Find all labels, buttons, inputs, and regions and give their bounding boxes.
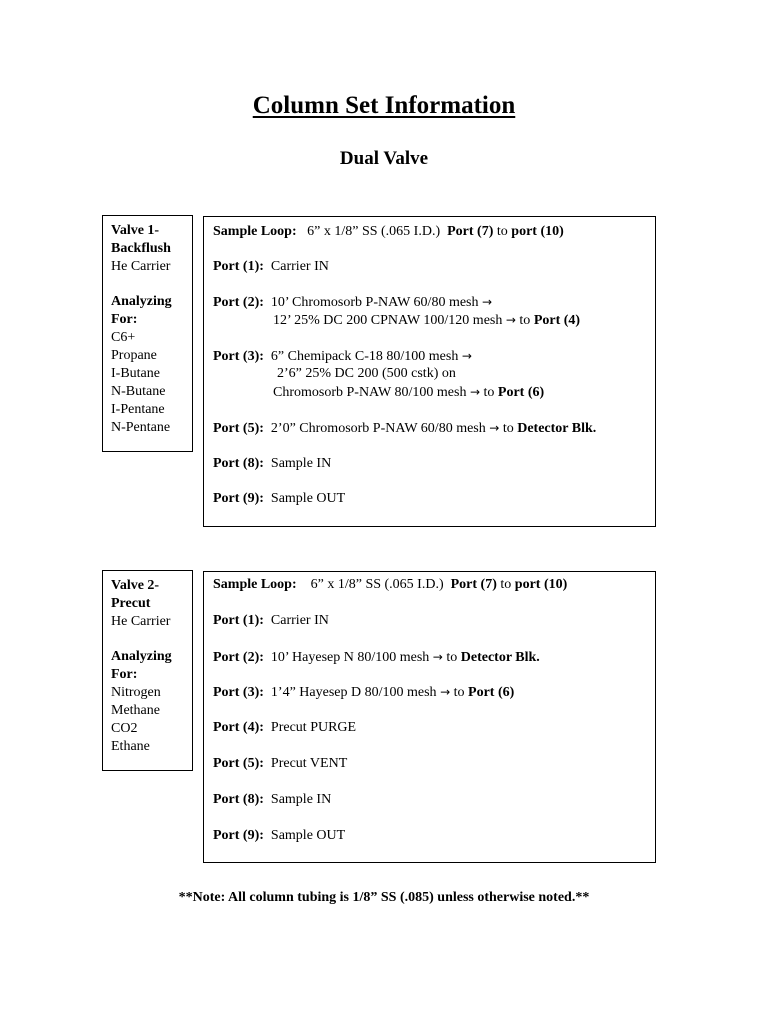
valve2-name-line1: Valve 2- [111, 578, 160, 593]
valve1-port3-to: to [483, 385, 495, 400]
valve1-port1-label: Port (1): [213, 259, 264, 274]
valve1-component: I-Butane [111, 366, 160, 381]
arrow-right-icon: → [469, 385, 481, 399]
valve2-component: Ethane [111, 739, 150, 754]
valve2-port3-to: to [453, 685, 465, 700]
valve2-sample-loop-port-a: Port (7) [450, 577, 497, 592]
valve2-port4-row [213, 719, 356, 737]
valve1-port9-row [213, 490, 345, 508]
valve2-port1-row [213, 612, 329, 630]
valve1-port3-row3 [273, 383, 544, 402]
arrow-right-icon: → [482, 295, 493, 309]
valve1-port3-line2: 2’6” 25% DC 200 (500 cstk) on [277, 366, 456, 381]
valve2-port3-row [213, 683, 514, 702]
valve1-ports-box [203, 216, 656, 527]
valve1-port5-label: Port (5): [213, 421, 264, 436]
page-title: Column Set Information [252, 92, 516, 119]
valve1-sample-loop-port-a: Port (7) [447, 224, 494, 239]
valve1-port5-row [213, 419, 596, 438]
valve1-port3-row2 [277, 365, 456, 383]
valve1-port3-label: Port (3): [213, 349, 264, 364]
valve1-component: Propane [111, 348, 157, 363]
valve1-port5-value: 2’0” Chromosorb P-NAW 60/80 mesh [270, 421, 486, 436]
valve2-analyzing-label1: Analyzing [111, 649, 172, 664]
valve2-sample-loop-label: Sample Loop: [213, 577, 297, 592]
valve2-ports-box [203, 571, 656, 863]
valve2-component: CO2 [111, 721, 138, 736]
valve2-port4-value: Precut PURGE [270, 720, 357, 735]
valve2-sample-loop-value: 6” x 1/8” SS (.065 I.D.) [310, 577, 444, 592]
arrow-right-icon: → [432, 650, 443, 664]
valve2-port9-row [213, 827, 345, 845]
valve2-analyzing-label2: For: [111, 667, 138, 682]
valve2-port4-label: Port (4): [213, 720, 264, 735]
valve2-port3-target: Port (6) [468, 685, 515, 700]
valve1-port5-to: to [502, 421, 514, 436]
valve2-port8-value: Sample IN [270, 792, 332, 807]
valve1-port9-value: Sample OUT [270, 491, 346, 506]
valve1-sample-loop-value: 6” x 1/8” SS (.065 I.D.) [307, 224, 441, 239]
valve1-port1-value: Carrier IN [270, 259, 329, 274]
valve2-port2-to: to [446, 650, 458, 665]
valve1-port9-label: Port (9): [213, 491, 264, 506]
valve1-name-line1: Valve 1- [111, 223, 160, 238]
arrow-right-icon: → [461, 349, 472, 363]
valve1-carrier: He Carrier [111, 259, 171, 274]
valve1-port2-line2: 12’ 25% DC 200 CPNAW 100/120 mesh [273, 313, 503, 328]
valve2-sample-loop-to: to [500, 577, 512, 592]
valve2-port5-row [213, 755, 347, 773]
valve2-port2-label: Port (2): [213, 650, 264, 665]
page-subtitle: Dual Valve [339, 148, 429, 169]
valve1-port2-to: to [519, 313, 531, 328]
arrow-right-icon: → [489, 421, 500, 435]
valve2-component: Nitrogen [111, 685, 161, 700]
valve2-port5-value: Precut VENT [270, 756, 348, 771]
arrow-right-icon: → [505, 313, 516, 327]
valve1-port8-label: Port (8): [213, 456, 264, 471]
valve1-analyzing-label2: For: [111, 312, 138, 327]
valve2-name-line2: Precut [111, 596, 151, 611]
footnote: **Note: All column tubing is 1/8” SS (.085) unless otherwise noted.** [178, 890, 590, 905]
valve1-component: C6+ [111, 330, 136, 345]
valve1-port5-target: Detector Blk. [517, 421, 597, 436]
valve2-port9-value: Sample OUT [270, 828, 346, 843]
valve1-port1-row [213, 258, 329, 276]
valve2-carrier: He Carrier [111, 614, 171, 629]
valve1-port8-value: Sample IN [270, 456, 332, 471]
valve1-port2-row2 [273, 311, 580, 330]
valve1-port2-line1: 10’ Chromosorb P-NAW 60/80 mesh [270, 295, 479, 310]
valve1-port3-line3: Chromosorb P-NAW 80/100 mesh [273, 385, 467, 400]
valve2-sample-loop-row [213, 576, 567, 594]
valve1-port3-line1: 6” Chemipack C-18 80/100 mesh [270, 349, 459, 364]
valve2-component: Methane [111, 703, 160, 718]
valve1-sample-loop-port-b: port (10) [511, 224, 564, 239]
valve2-port8-label: Port (8): [213, 792, 264, 807]
valve2-port1-value: Carrier IN [270, 613, 329, 628]
valve2-port2-row [213, 648, 540, 667]
valve1-port2-target: Port (4) [533, 313, 581, 328]
valve1-sample-loop-to: to [496, 224, 508, 239]
valve1-sample-loop-row [213, 223, 564, 241]
valve2-port2-target: Detector Blk. [460, 650, 540, 665]
valve1-port3-row [213, 347, 472, 366]
valve2-port8-row [213, 791, 331, 809]
valve1-port2-row [213, 293, 492, 312]
valve1-summary-box [102, 215, 193, 452]
valve2-port1-label: Port (1): [213, 613, 264, 628]
valve1-port2-label: Port (2): [213, 295, 264, 310]
valve1-component: N-Butane [111, 384, 166, 399]
valve1-port8-row [213, 455, 331, 473]
valve2-port3-value: 1’4” Hayesep D 80/100 mesh [270, 685, 437, 700]
valve2-summary-box [102, 570, 193, 771]
arrow-right-icon: → [440, 685, 451, 699]
valve1-analyzing-label1: Analyzing [111, 294, 172, 309]
valve2-port2-value: 10’ Hayesep N 80/100 mesh [270, 650, 430, 665]
valve2-sample-loop-port-b: port (10) [514, 577, 568, 592]
valve2-port3-label: Port (3): [213, 685, 264, 700]
valve1-sample-loop-label: Sample Loop: [213, 224, 297, 239]
valve1-component: N-Pentane [111, 420, 171, 435]
valve1-component: I-Pentane [111, 402, 165, 417]
valve2-port5-label: Port (5): [213, 756, 264, 771]
valve2-port9-label: Port (9): [213, 828, 264, 843]
valve1-port3-target: Port (6) [497, 385, 545, 400]
valve1-name-line2: Backflush [111, 241, 171, 256]
